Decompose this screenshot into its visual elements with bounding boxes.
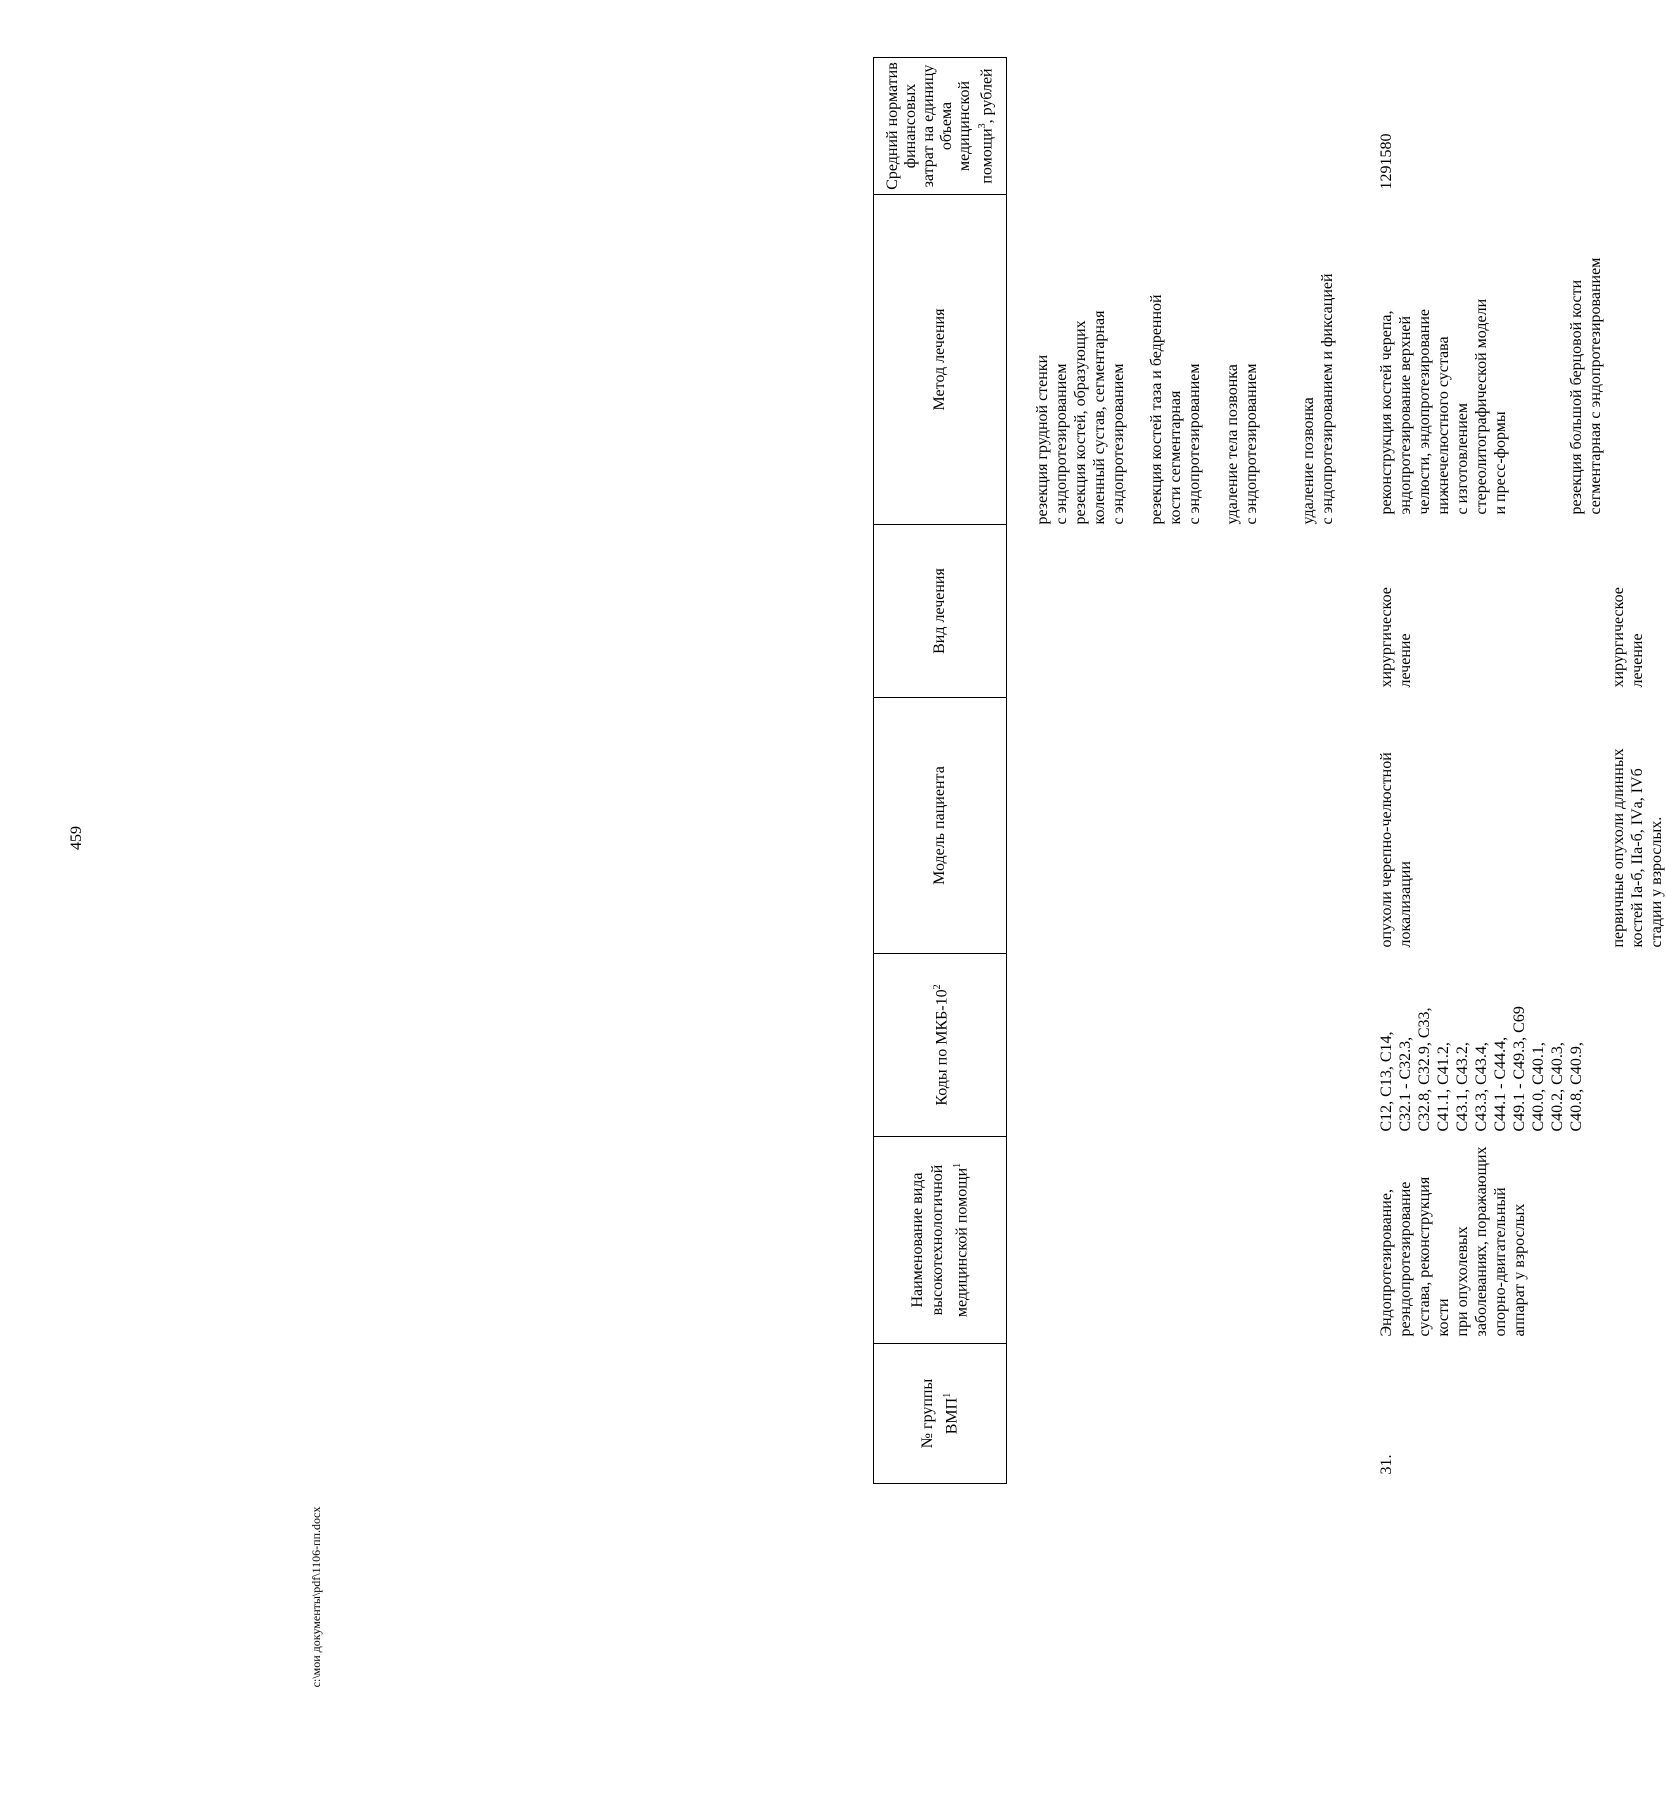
table-header-row [874, 58, 1007, 1484]
header-patient-model: Модель пациента [874, 698, 1007, 954]
header-treatment-method: Метод лечения [874, 195, 1007, 525]
footer-file-path: c:\мои документы\pdf\1106-пп.docx [309, 1506, 323, 1688]
row31-care-type-name: Эндопротезирование, реэндопротезирование сустава, реконструкция кости при опухолевых заболеваниях, поражающих опорно-двигательный аппарат у взрослых [1378, 1146, 1528, 1337]
table-row-continuation [1007, 58, 1338, 1484]
header-care-type-name: Наименование вида высокотехнологичной медицинской помощи$^1$ [874, 1137, 1007, 1344]
row31-icd-codes: С12, С13, С14, С32.1 - С32.3, С32.8, С32.9, С33, С41.1, С41.2, С43.1, С43.2, С43.3, С43.4, С44.1 - С44.4, С49.1 - С49.3, С69 С40.0, С40.1, С40.2, С40.3, С40.8, С40.9, [1378, 1006, 1585, 1132]
row31-treatment-kind: хирургическое лечение хирургическое лечение [1378, 587, 1646, 688]
row31-cost-norm: 1291580 [1378, 133, 1395, 190]
table-row-31 [1337, 58, 1666, 1484]
header-treatment-kind: Вид лечения [874, 525, 1007, 698]
page-number: 459 [68, 826, 85, 850]
header-cost-norm: Средний норматив финансовых затрат на единицу объема медицинской помощи$^3$, рублей [874, 58, 1007, 195]
continuation-methods-cell: резекция грудной стенки с эндопротезированием резекция костей, образующих коленный сустав, сегментарная с эндопротезированием резекция костей таза и бедренной кости сегментарная с эндопротезированием удаление тела позвонка с эндопротезированием удаление позвонка с эндопротезированием и фиксацией [1034, 273, 1336, 525]
row31-patient-model: опухоли черепно-челюстной локализации первичные опухоли длинных костей Iа-б, IIа-б, IVа, IVб стадии у взрослых. [1378, 748, 1665, 948]
header-group-number: № группы ВМП$^1$ [874, 1344, 1007, 1484]
header-icd-codes: Коды по МКБ-$10^2$ [874, 954, 1007, 1137]
row31-treatment-method: реконструкция костей черепа, эндопротезирование верхней челюсти, эндопротезирование нижнечелюстного сустава с изготовлением стереолитографической модели и пресс-формы резекция большой берцовой кости сегментарная с эндопротезированием [1378, 257, 1604, 515]
row31-number: 31. [1378, 1454, 1395, 1475]
vmp-table [873, 57, 1666, 1484]
